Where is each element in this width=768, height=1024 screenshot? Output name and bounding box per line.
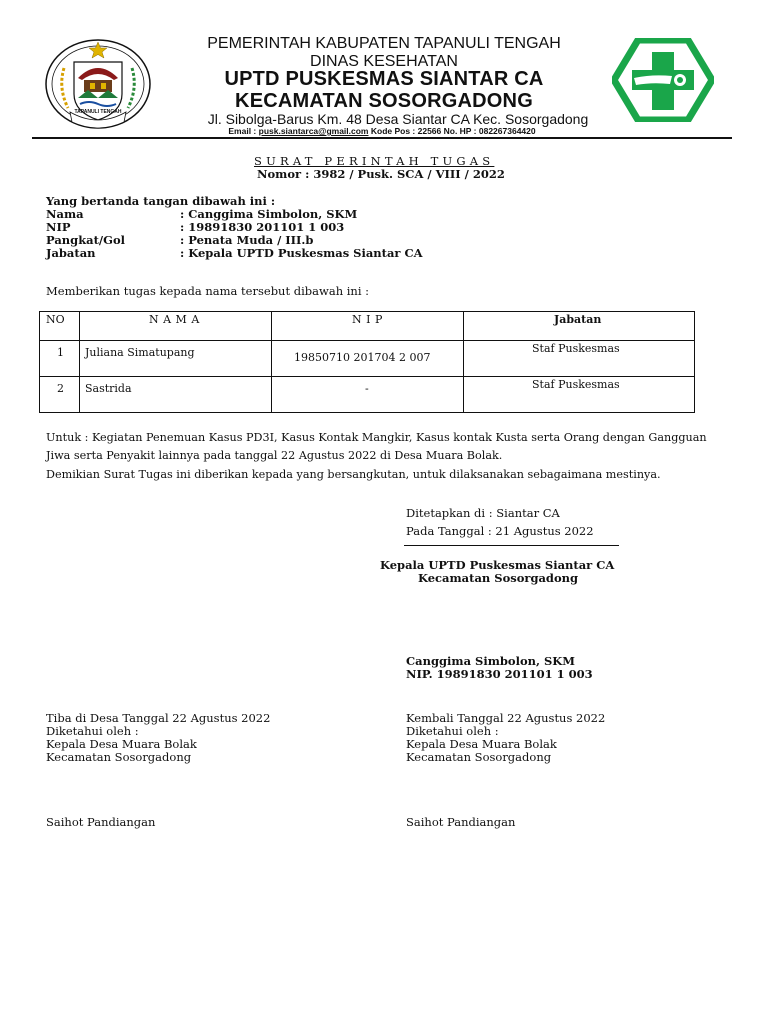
arrival-left-line-2: Diketahui oleh : <box>46 724 139 738</box>
row1-jabatan: Staf Puskesmas <box>532 342 620 355</box>
signer-label-position: Jabatan <box>46 246 96 260</box>
header-contact <box>0 126 766 136</box>
signer-value-nip: : 19891830 201101 1 003 <box>180 220 345 234</box>
header-address: Jl. Sibolga-Barus Km. 48 Desa Siantar CA Kec. Sosorgadong <box>207 111 589 127</box>
row2-no: 2 <box>57 382 64 395</box>
closing-statement: Demikian Surat Tugas ini diberikan kepada yang bersangkutan, untuk dilaksanakan sebagaimana mestinya. <box>46 468 661 481</box>
signer-label-name: Nama <box>46 207 84 221</box>
issued-date: Pada Tanggal : 21 Agustus 2022 <box>406 524 594 538</box>
emblem-ribbon-text: TAPANULI TENGAH <box>74 109 122 115</box>
signer-value-name: : Canggima Simbolon, SKM <box>180 207 358 221</box>
header-jabatan-text: Jabatan <box>554 313 602 326</box>
row2-jabatan: Staf Puskesmas <box>532 378 620 391</box>
header-email-link[interactable]: pusk.siantarca@gmail.com <box>258 126 369 136</box>
signer-label-nip: NIP <box>46 220 71 234</box>
signer-intro: Yang bertanda tangan dibawah ini : <box>46 194 276 208</box>
arrival-right-line-2: Diketahui oleh : <box>406 724 499 738</box>
row1-nip: 19850710 201704 2 007 <box>294 351 431 364</box>
table-cell-nama <box>80 341 272 377</box>
header-government-line: PEMERINTAH KABUPATEN TAPANULI TENGAH <box>207 35 561 52</box>
signer-value-rank: : Penata Muda / III.b <box>180 233 314 247</box>
arrival-left-line-4: Kecamatan Sosorgadong <box>46 750 192 764</box>
table-cell-jabatan <box>464 377 695 413</box>
arrival-right-line-3: Kepala Desa Muara Bolak <box>406 737 557 751</box>
signature-title-2: Kecamatan Sosorgadong <box>418 571 579 585</box>
table-header-jabatan <box>464 312 695 341</box>
signer-label-rank: Pangkat/Gol <box>46 233 125 247</box>
row1-no: 1 <box>57 346 64 359</box>
arrival-left-line-1: Tiba di Desa Tanggal 22 Agustus 2022 <box>46 711 271 725</box>
header-divider <box>32 137 732 139</box>
arrival-right-name: Saihot Pandiangan <box>406 815 516 829</box>
header-nip-text: N I P <box>352 313 383 326</box>
row2-nip: - <box>365 382 369 395</box>
arrival-right-line-4: Kecamatan Sosorgadong <box>406 750 552 764</box>
table-cell-no <box>40 341 80 377</box>
header-district-name: KECAMATAN SOSORGADONG <box>235 90 533 112</box>
header-contact-rest: Kode Pos : 22566 No. HP : 082267364420 <box>370 126 536 136</box>
arrival-left-line-3: Kepala Desa Muara Bolak <box>46 737 197 751</box>
signature-title-1: Kepala UPTD Puskesmas Siantar CA <box>380 558 615 572</box>
arrival-right-line-1: Kembali Tanggal 22 Agustus 2022 <box>406 711 606 725</box>
table-header-no <box>40 312 80 341</box>
table-cell-nip <box>272 377 464 413</box>
arrival-left-name: Saihot Pandiangan <box>46 815 156 829</box>
table-cell-jabatan <box>464 341 695 377</box>
letter-number: Nomor : 3982 / Pusk. SCA / VIII / 2022 <box>257 167 505 181</box>
header-puskesmas-name: UPTD PUSKESMAS SIANTAR CA <box>224 68 544 90</box>
table-header-nama <box>80 312 272 341</box>
issued-underline <box>404 545 619 546</box>
table-cell-no <box>40 377 80 413</box>
signature-name: Canggima Simbolon, SKM <box>406 654 576 668</box>
letter-heading: SURAT PERINTAH TUGAS <box>254 154 495 168</box>
header-nama-text: N A M A <box>149 313 200 326</box>
assignee-table <box>39 311 695 413</box>
row2-nama: Sastrida <box>85 382 132 395</box>
table-cell-nip <box>272 341 464 377</box>
header-email-label: Email : <box>228 126 257 136</box>
row1-nama: Juliana Simatupang <box>85 346 195 359</box>
table-header-nip <box>272 312 464 341</box>
table-row <box>40 341 695 377</box>
table-row <box>40 377 695 413</box>
assignment-intro: Memberikan tugas kepada nama tersebut dibawah ini : <box>46 284 370 298</box>
table-cell-nama <box>80 377 272 413</box>
signature-nip: NIP. 19891830 201101 1 003 <box>406 667 593 681</box>
letterhead <box>0 0 768 145</box>
table-header-row <box>40 312 695 341</box>
header-department-line: DINAS KESEHATAN <box>310 53 458 70</box>
purpose-line-2: Jiwa serta Penyakit lainnya pada tanggal 22 Agustus 2022 di Desa Muara Bolak. <box>46 449 503 462</box>
signer-value-position: : Kepala UPTD Puskesmas Siantar CA <box>180 246 423 260</box>
issued-place: Ditetapkan di : Siantar CA <box>406 506 560 520</box>
purpose-line-1: Untuk : Kegiatan Penemuan Kasus PD3I, Kasus Kontak Mangkir, Kasus kontak Kusta serta Orang dengan Gangguan <box>46 431 707 444</box>
header-no-text: NO <box>46 313 65 326</box>
